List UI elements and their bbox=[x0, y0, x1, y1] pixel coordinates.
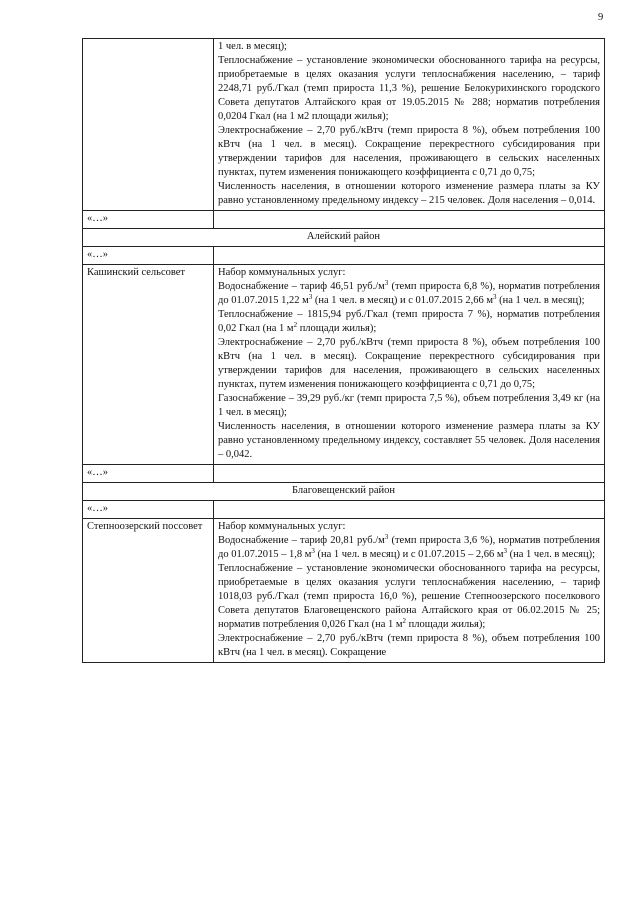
region-row bbox=[83, 229, 605, 247]
water-supply-text: Водоснабжение – тариф 46,51 $руб./м^3$ (темп прироста 6,8 %), норматив потребления до 01.07.2015 1,22 $м^3$ (на 1 чел. в месяц) и с 01.07.2015 2,66 $м^3$ (на 1 чел. в месяц); bbox=[218, 279, 600, 306]
heat-supply-text: Теплоснабжение – 1815,94 руб./Гкал (темп прироста 7 %), норматив потребления 0,02 Гкал (на 1 $м^2$ площади жилья); bbox=[218, 309, 600, 334]
heat-supply-text: Теплоснабжение – установление экономически обоснованного тарифа на ресурсы, приобретаемые в целях оказания услуги теплоснабжения населению, – тариф 2248,71 руб./Гкал (темп прироста 11,3 %), решение Белокурихинского городского Совета депутатов Алтайского края от 19.05.2015 № 288; норматив потребления 0,0204 Гкал (на 1 м2 площади жилья); bbox=[218, 55, 600, 122]
population-text: Численность населения, в отношении которого изменение размера платы за КУ равно установленному предельному индексу, составляет 55 человек. Доля населения – 0,042. bbox=[218, 421, 600, 460]
region-title-aleysky: Алейский район bbox=[83, 229, 605, 247]
continuation-cell bbox=[214, 39, 605, 211]
ellipsis-cell: «…» bbox=[83, 501, 214, 519]
page-number: 9 bbox=[598, 12, 604, 23]
table-row bbox=[83, 265, 605, 465]
ellipsis-cell: «…» bbox=[83, 247, 214, 265]
table-row bbox=[83, 247, 605, 265]
tariff-table bbox=[82, 38, 605, 663]
table-row bbox=[83, 465, 605, 483]
services-cell bbox=[214, 519, 605, 663]
gas-supply-text: Газоснабжение – 39,29 руб./кг (темп прироста 7,5 %), объем потребления 3,49 кг (на 1 чел. в месяц); bbox=[218, 393, 600, 418]
region-row bbox=[83, 483, 605, 501]
text-line: 1 чел. в месяц); bbox=[218, 41, 287, 52]
table-row bbox=[83, 501, 605, 519]
table-row bbox=[83, 519, 605, 663]
electricity-text: Электроснабжение – 2,70 руб./кВтч (темп прироста 8 %), объем потребления 100 кВтч (на 1 чел. в месяц). Сокращение bbox=[218, 633, 600, 658]
water-supply-text: Водоснабжение – тариф 20,81 $руб./м^3$ (темп прироста 3,6 %), норматив потребления до 01.07.2015 – 1,8 $м^3$ (на 1 чел. в месяц) и с 01.07.2015 – 2,66 $м^3$ (на 1 чел. в месяц); bbox=[218, 533, 600, 560]
services-cell bbox=[214, 265, 605, 465]
table-row bbox=[83, 211, 605, 229]
population-text: Численность населения, в отношении которого изменение размера платы за КУ равно установленному предельному индексу – 215 человек. Доля населения – 0,014. bbox=[218, 181, 600, 206]
ellipsis-cell: «…» bbox=[83, 465, 214, 483]
ellipsis-cell: «…» bbox=[83, 211, 214, 229]
services-label: Набор коммунальных услуг: bbox=[218, 267, 346, 278]
electricity-text: Электроснабжение – 2,70 руб./кВтч (темп прироста 8 %), объем потребления 100 кВтч (на 1 чел. в месяц). Сокращение перекрестного субсидирования при утверждении тарифов для населения, проживающего в сельских населенных пунктах, путем изменения понижающего коэффициента с 0,71 до 0,75; bbox=[218, 125, 600, 178]
municipality-name: Кашинский сельсовет bbox=[83, 265, 214, 465]
electricity-text: Электроснабжение – 2,70 руб./кВтч (темп прироста 8 %), объем потребления 100 кВтч (на 1 чел. в месяц). Сокращение перекрестного субсидирования при утверждении тарифов для населения, проживающего в сельских населенных пунктах, путем изменения понижающего коэффициента с 0,71 до 0,75; bbox=[218, 337, 600, 390]
municipality-name: Степноозерский поссовет bbox=[83, 519, 214, 663]
heat-supply-text: Теплоснабжение – установление экономически обоснованного тарифа на ресурсы, приобретаемые в целях оказания услуги теплоснабжения населению, – тариф 1018,03 руб./Гкал (темп прироста 16,0 %), решение Степноозерского поселкового Совета депутатов Благовещенского района Алтайского края от 06.02.2015 № 25; норматив потребления 0,026 Гкал (на 1 $м^2$ площади жилья); bbox=[218, 563, 600, 630]
region-title-blagoveshchensky: Благовещенский район bbox=[83, 483, 605, 501]
table-row bbox=[83, 39, 605, 211]
services-label: Набор коммунальных услуг: bbox=[218, 521, 346, 532]
